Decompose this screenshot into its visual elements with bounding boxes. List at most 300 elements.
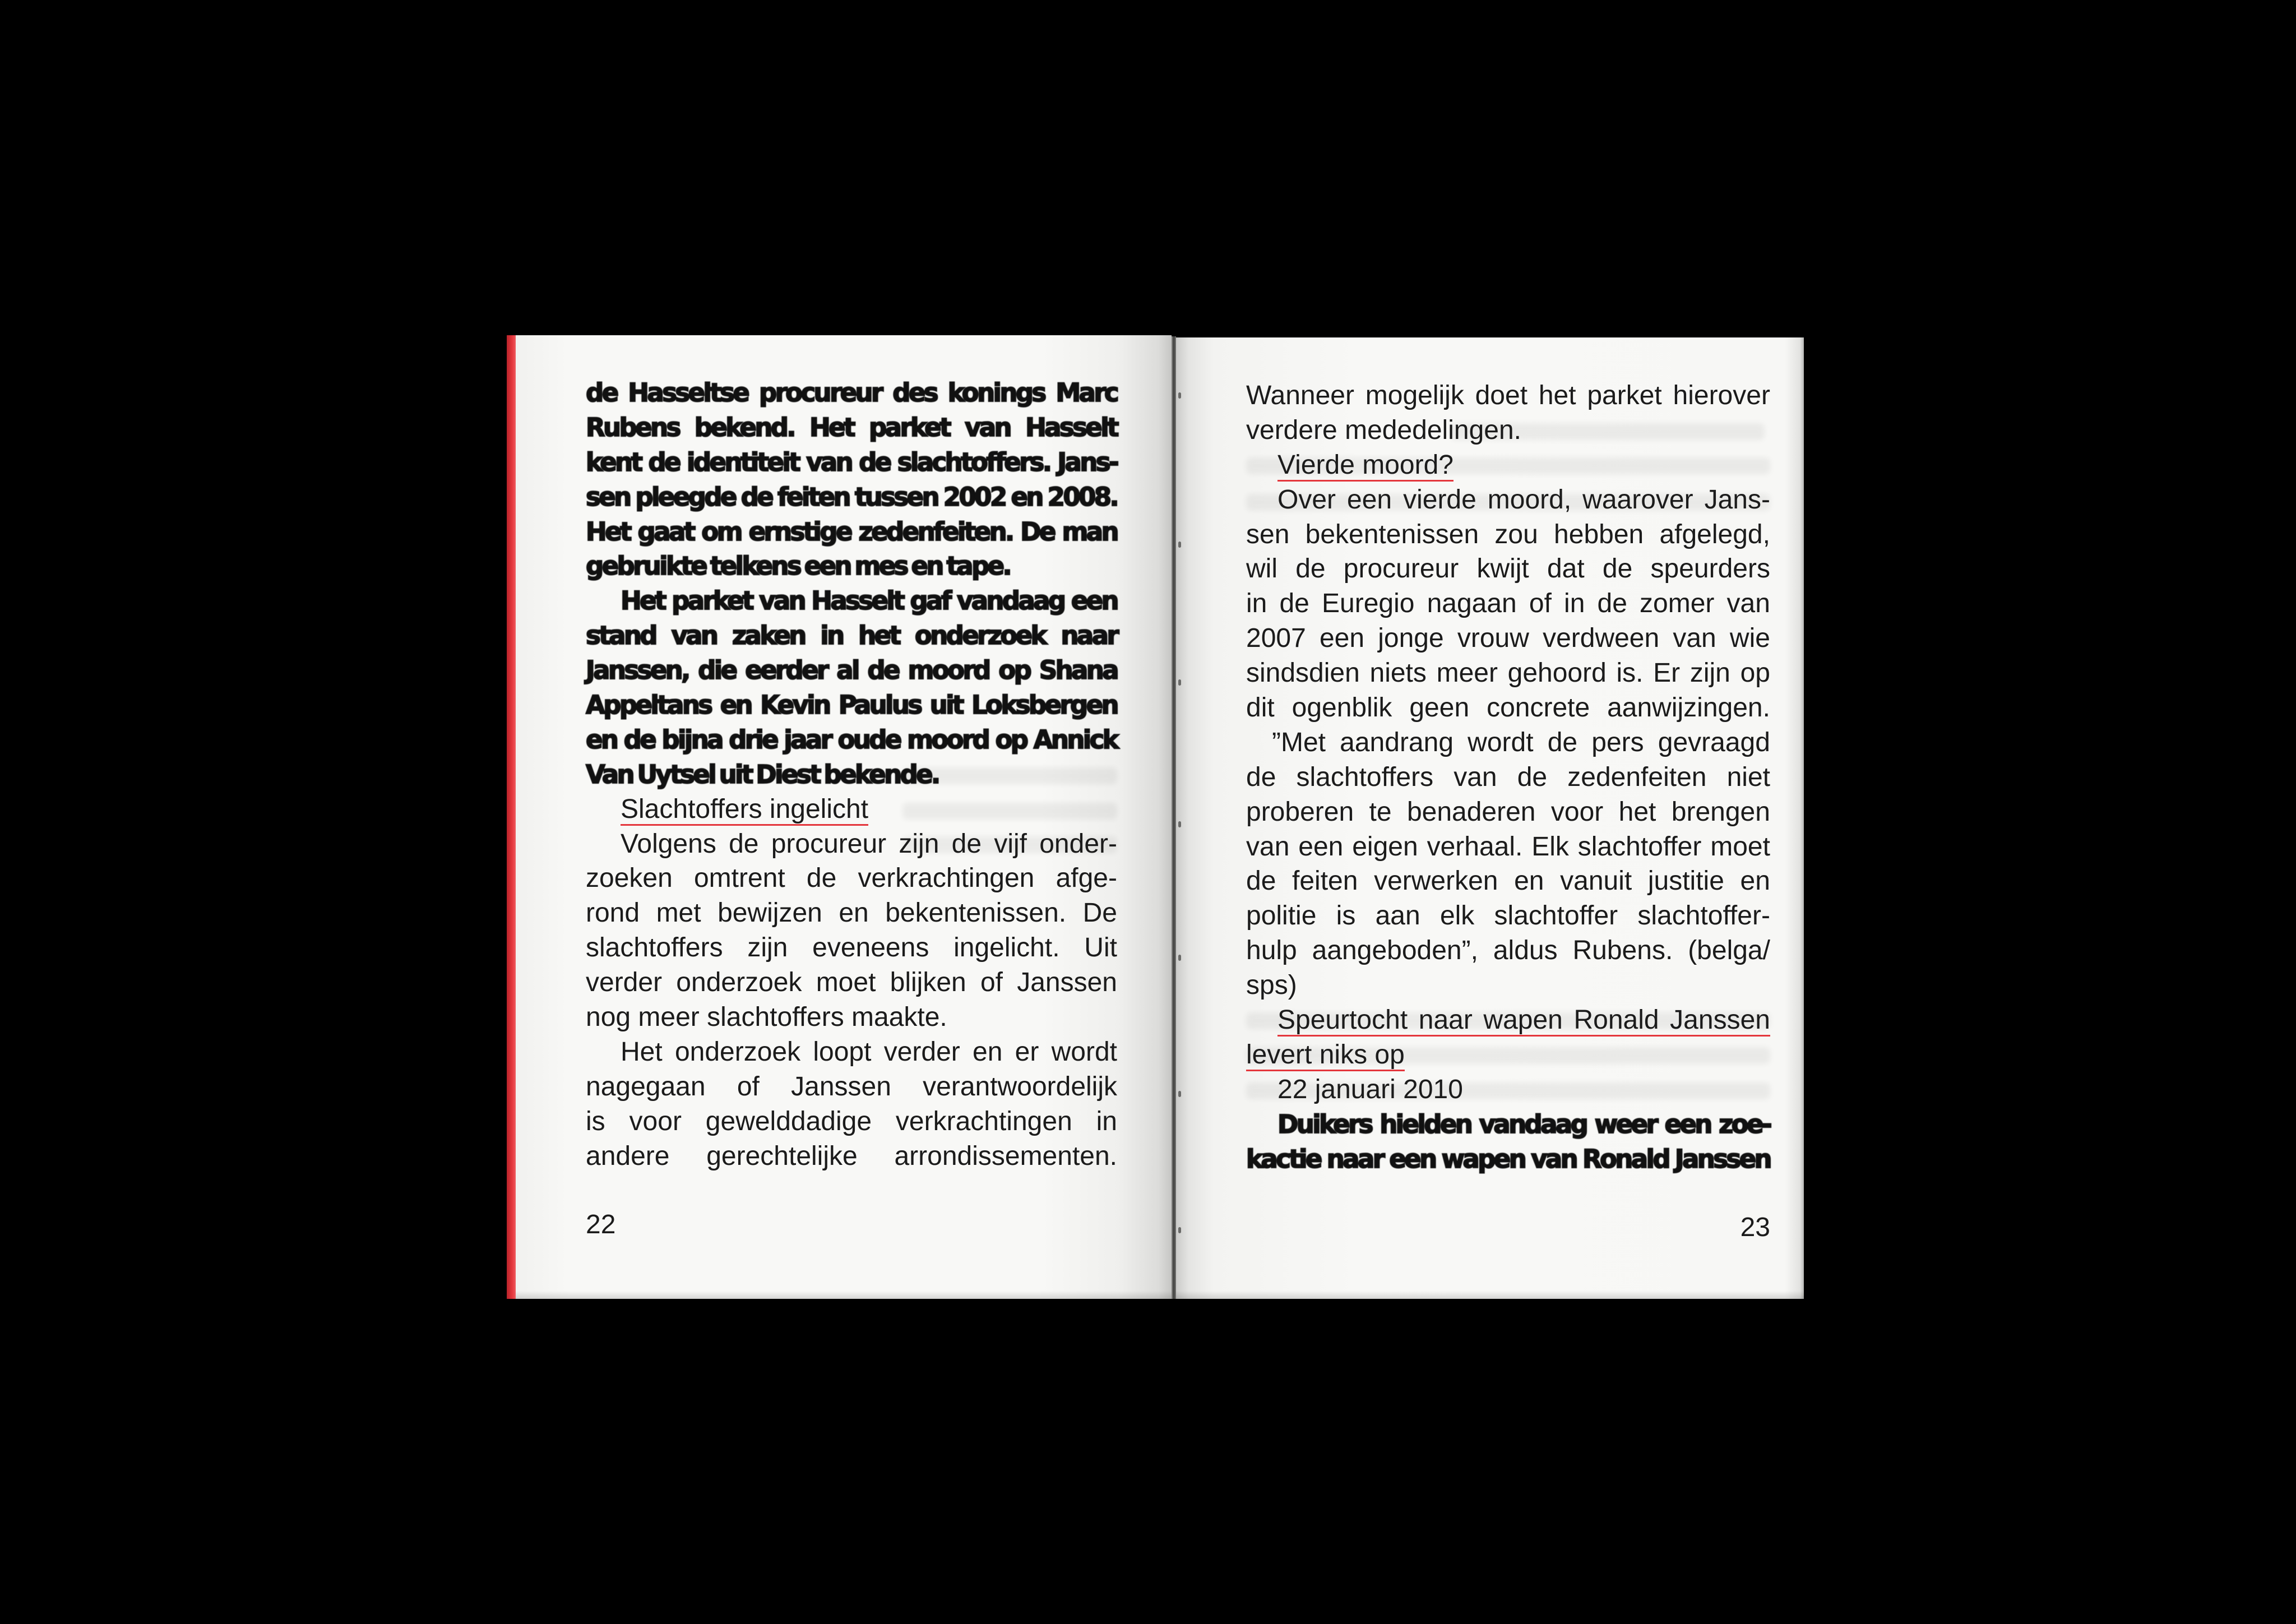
word: ernstige: [748, 516, 851, 547]
text-line: [1246, 899, 1770, 933]
word: identiteit: [687, 447, 799, 477]
text-line: [1277, 1107, 1770, 1142]
word: de: [740, 482, 772, 512]
word: in: [1246, 589, 1267, 619]
body-paragraph: [1246, 483, 1770, 725]
word: Paulus: [838, 690, 921, 720]
word: gaf: [910, 586, 950, 616]
word: waarover: [1582, 484, 1693, 515]
word: Annick: [1033, 724, 1117, 755]
text-line: [586, 653, 1117, 688]
word: de: [1246, 866, 1276, 896]
word: Euregio: [1322, 589, 1415, 619]
word: er: [1015, 1037, 1039, 1067]
word: zijn: [1689, 658, 1730, 688]
word: zedenfeiten.: [858, 516, 1013, 547]
word: sen: [586, 482, 630, 512]
word: politie: [1246, 901, 1317, 931]
text-line: [586, 515, 1117, 549]
word: verwerken: [1374, 866, 1498, 896]
word: De: [1082, 898, 1117, 928]
word: slachtoffer: [1494, 901, 1618, 931]
text-line: [586, 410, 1117, 445]
text-line: gebruikte telkens een mes en tape.: [586, 551, 1011, 581]
word: de: [623, 724, 655, 755]
word: kactie: [1246, 1144, 1321, 1174]
text-line: verdere mededelingen.: [1246, 415, 1521, 445]
word: Janssen,: [586, 655, 689, 686]
word: benaderen: [1406, 797, 1536, 827]
word: Hasselt: [811, 586, 904, 616]
word: aanwijzingen.: [1607, 693, 1770, 723]
word: feiten: [1292, 866, 1358, 896]
word: Janssen: [1670, 1005, 1770, 1035]
word: hebben: [1554, 519, 1644, 549]
word: een: [1389, 1144, 1436, 1174]
text-line: [1246, 552, 1770, 586]
text-line: [1246, 830, 1770, 864]
word: en: [839, 898, 869, 928]
word: dat: [1547, 554, 1585, 584]
word: om: [701, 516, 741, 547]
binding-stitch: [1178, 1227, 1181, 1233]
word: proberen: [1246, 797, 1354, 827]
word: Ronald: [1582, 1144, 1669, 1174]
word: arrondissementen.: [894, 1141, 1117, 1171]
word: verkrachtingen: [858, 863, 1035, 894]
text-line: Van Uytsel uit Diest bekende.: [586, 759, 939, 789]
word: parket: [869, 412, 950, 442]
word: slachtoffer: [1577, 831, 1702, 862]
word: wordt: [1051, 1037, 1117, 1067]
word: slachtoffer-: [1637, 901, 1770, 931]
word: gerechtelijke: [706, 1141, 858, 1171]
dateline: 22 januari 2010: [1277, 1074, 1463, 1104]
text-line: [1246, 760, 1770, 795]
word: in: [820, 621, 843, 651]
word: bijna: [661, 724, 722, 755]
word: Over: [1277, 484, 1336, 515]
word: wapen: [1483, 1005, 1563, 1035]
word: aan: [1375, 901, 1420, 931]
binding-stitch: [1178, 392, 1181, 399]
text-line: [586, 861, 1117, 896]
word: de: [1597, 589, 1627, 619]
word: Janssen: [791, 1071, 891, 1102]
word: slachtoffers: [1296, 762, 1434, 792]
right-text-column: [1246, 378, 1770, 1176]
word: jaar: [784, 724, 831, 755]
word: Volgens: [621, 829, 716, 859]
word: zou: [1494, 519, 1538, 549]
word: afge-: [1056, 863, 1117, 894]
word: blijken: [890, 968, 966, 998]
word: en: [973, 1037, 1003, 1067]
word: op: [998, 655, 1030, 686]
word: Het: [621, 1037, 663, 1067]
page-bottom-shadow: [516, 1291, 1172, 1299]
word: verder: [883, 1037, 960, 1067]
word: niets: [1369, 658, 1427, 688]
word: Rubens: [586, 412, 679, 442]
text-line: nog meer slachtoffers maakte.: [586, 1002, 947, 1033]
left-page: [516, 335, 1172, 1299]
word: Elk: [1531, 831, 1569, 862]
word: sindsdien: [1246, 658, 1360, 688]
word: ”Met: [1272, 727, 1326, 757]
word: zijn: [747, 933, 788, 963]
text-line: sps): [1246, 970, 1297, 1001]
word: een: [1071, 586, 1117, 616]
word: niet: [1726, 762, 1770, 792]
word: pers: [1591, 727, 1644, 757]
word: Janssen: [1017, 968, 1117, 998]
word: Wanneer: [1246, 381, 1354, 410]
word: pleegde: [635, 482, 735, 512]
word: de: [1547, 727, 1578, 757]
page-number: 23: [1740, 1213, 1770, 1242]
word: onderzoek: [676, 968, 802, 998]
word: nagegaan: [586, 1071, 706, 1102]
word: hierover: [1673, 381, 1770, 410]
text-line: [586, 1139, 1117, 1174]
text-line: [1246, 1142, 1770, 1177]
word: 2008.: [1047, 482, 1117, 512]
word: Marc: [1056, 378, 1117, 408]
word: al: [836, 655, 858, 686]
word: en: [586, 724, 617, 755]
word: en: [1514, 866, 1544, 896]
word: de: [859, 447, 890, 477]
word: het: [1618, 797, 1656, 827]
word: meer: [1436, 658, 1498, 688]
word: uit: [929, 690, 962, 720]
text-line: [586, 618, 1117, 653]
word: aangeboden”,: [1312, 936, 1478, 966]
word: in: [1096, 1106, 1117, 1136]
book-spine: [1172, 336, 1176, 1299]
word: de: [648, 447, 679, 477]
bold-paragraph: [1246, 1107, 1770, 1177]
word: van: [671, 621, 717, 651]
word: kent: [586, 447, 641, 477]
word: vandaag: [1479, 1109, 1587, 1139]
body-paragraph: [586, 1035, 1117, 1174]
word: de: [1517, 762, 1548, 792]
word: aldus: [1493, 936, 1558, 966]
text-line: [1246, 586, 1770, 621]
word: ogenblik: [1292, 693, 1392, 723]
word: van: [1531, 1144, 1577, 1174]
text-line: [586, 965, 1117, 1000]
word: onderzoek: [914, 621, 1045, 651]
word: tussen: [854, 482, 938, 512]
text-line: [1277, 1003, 1770, 1038]
word: wapen: [1441, 1144, 1525, 1174]
word: eveneens: [812, 933, 929, 963]
word: bewijzen: [718, 898, 822, 928]
word: weer: [1594, 1109, 1657, 1139]
word: en: [720, 690, 751, 720]
word: vanuit: [1560, 866, 1632, 896]
word: verder: [586, 968, 663, 998]
word: onder-: [1039, 829, 1117, 859]
word: wordt: [1468, 727, 1534, 757]
word: of: [1529, 589, 1552, 619]
text-line: [586, 723, 1117, 757]
word: voor: [1550, 797, 1604, 827]
word: Er: [1653, 658, 1681, 688]
word: verdween: [1543, 623, 1660, 654]
word: ingelicht.: [953, 933, 1060, 963]
word: hulp: [1246, 936, 1297, 966]
word: in: [1564, 589, 1585, 619]
word: Jans-: [1057, 447, 1117, 477]
word: drie: [729, 724, 777, 755]
word: parket: [1587, 381, 1662, 410]
binding-stitch: [1178, 1091, 1181, 1097]
text-line: [586, 1070, 1117, 1104]
word: is.: [1616, 658, 1644, 688]
text-line: [1246, 621, 1770, 656]
word: man: [1062, 516, 1117, 547]
word: Duikers: [1277, 1109, 1372, 1139]
word: Het: [621, 586, 665, 616]
word: de: [729, 829, 759, 859]
word: het: [858, 621, 900, 651]
word: van: [965, 412, 1010, 442]
word: de: [1602, 554, 1633, 584]
word: Jans-: [1704, 484, 1770, 515]
text-line: [586, 1104, 1117, 1139]
word: van: [759, 586, 805, 616]
word: is: [1336, 901, 1356, 931]
word: een: [1319, 623, 1365, 654]
open-book: [507, 335, 1804, 1299]
text-line: [1246, 517, 1770, 552]
binding-stitch: [1178, 955, 1181, 961]
text-line: [1272, 725, 1770, 760]
left-text-column: [586, 376, 1117, 1173]
word: die: [698, 655, 736, 686]
word: concrete: [1487, 693, 1590, 723]
word: bekentenissen: [1305, 519, 1479, 549]
body-paragraph: [1246, 725, 1770, 1003]
word: een: [1664, 1109, 1711, 1139]
word: Het: [809, 412, 854, 442]
word: zoe-: [1719, 1109, 1770, 1139]
word: de: [806, 863, 837, 894]
word: verantwoordelijk: [923, 1071, 1117, 1102]
word: Shana: [1039, 655, 1117, 686]
word: doet: [1475, 381, 1528, 410]
word: vijf: [994, 829, 1027, 859]
word: gevraagd: [1658, 727, 1770, 757]
word: gehoord: [1507, 658, 1607, 688]
word: dit: [1246, 693, 1275, 723]
text-line: [586, 445, 1117, 480]
word: elk: [1439, 901, 1475, 931]
word: brengen: [1671, 797, 1770, 827]
word: geen: [1409, 693, 1470, 723]
word: is: [586, 1106, 605, 1136]
word: sen: [1246, 519, 1290, 549]
word: wie: [1729, 623, 1770, 654]
word: andere: [586, 1141, 670, 1171]
word: bekend.: [694, 412, 794, 442]
word: de: [586, 378, 617, 408]
word: Hasselt: [1025, 412, 1117, 442]
word: moet: [1710, 831, 1770, 862]
text-line: [1246, 691, 1770, 725]
word: slachtoffers: [586, 933, 723, 963]
word: stand: [586, 621, 656, 651]
word: oude: [837, 724, 900, 755]
binding-stitch: [1178, 821, 1181, 827]
bold-paragraph: [586, 376, 1117, 584]
word: en: [1011, 482, 1042, 512]
word: of: [737, 1071, 760, 1102]
word: mogelijk: [1365, 381, 1464, 410]
right-page: [1176, 337, 1804, 1299]
word: moord,: [1487, 484, 1572, 515]
text-line: [1246, 795, 1770, 830]
word: gewelddadige: [705, 1106, 872, 1136]
text-line: [1246, 864, 1770, 899]
word: op: [995, 724, 1027, 755]
word: een: [1298, 831, 1344, 862]
word: eigen: [1352, 831, 1418, 862]
word: van: [1246, 831, 1290, 862]
red-page-edge: [507, 335, 516, 1299]
word: aandrang: [1340, 727, 1454, 757]
word: Kevin: [760, 690, 830, 720]
word: Loksbergen: [971, 690, 1117, 720]
word: en: [1740, 866, 1770, 896]
word: met: [656, 898, 701, 928]
text-line: levert niks op: [1246, 1038, 1405, 1072]
word: Speurtocht: [1277, 1005, 1408, 1035]
body-paragraph: [1246, 378, 1770, 448]
section-heading: Vierde moord?: [1277, 448, 1453, 483]
word: Ronald: [1573, 1005, 1659, 1035]
word: van: [1726, 589, 1770, 619]
word: de: [1279, 589, 1309, 619]
word: vrouw: [1457, 623, 1529, 654]
word: van: [1453, 762, 1497, 792]
word: De: [1020, 516, 1054, 547]
word: de: [1295, 554, 1326, 584]
text-line: [1246, 656, 1770, 691]
word: vierde: [1403, 484, 1476, 515]
binding-stitch: [1178, 542, 1181, 548]
word: onderzoek: [674, 1037, 801, 1067]
bold-paragraph: [586, 584, 1117, 792]
word: zomer: [1640, 589, 1715, 619]
word: de: [951, 829, 982, 859]
body-paragraph: [586, 827, 1117, 1035]
word: nagaan: [1427, 589, 1517, 619]
word: voor: [629, 1106, 682, 1136]
word: of: [980, 968, 1003, 998]
word: naar: [1326, 1144, 1383, 1174]
word: een: [1347, 484, 1392, 515]
word: feiten: [777, 482, 849, 512]
word: zoeken: [586, 863, 673, 894]
word: omtrent: [693, 863, 785, 894]
text-line: [621, 827, 1117, 862]
word: justitie: [1647, 866, 1724, 896]
word: afgelegd,: [1659, 519, 1770, 549]
word: slachtoffers.: [897, 447, 1050, 477]
text-line: [586, 376, 1117, 410]
text-line: [621, 1035, 1117, 1070]
word: parket: [672, 586, 752, 616]
text-line: [586, 931, 1117, 965]
word: jonge: [1378, 623, 1444, 654]
word: van: [1673, 623, 1716, 654]
text-line: [586, 688, 1117, 723]
word: Appeltans: [586, 690, 711, 720]
text-line: [586, 896, 1117, 931]
word: Hasseltse: [628, 378, 748, 408]
word: verhaal.: [1427, 831, 1523, 862]
word: eerder: [745, 655, 827, 686]
section-heading: Slachtoffers ingelicht: [621, 792, 868, 827]
word: speurders: [1650, 554, 1770, 584]
word: wil: [1246, 554, 1277, 584]
word: te: [1369, 797, 1392, 827]
word: naar: [1418, 1005, 1473, 1035]
word: vandaag: [956, 586, 1064, 616]
text-line: [621, 584, 1117, 618]
word: bekentenissen.: [885, 898, 1067, 928]
word: op: [1740, 658, 1770, 688]
word: procureur: [771, 829, 887, 859]
word: loopt: [813, 1037, 872, 1067]
word: de: [1246, 762, 1276, 792]
word: moet: [816, 968, 876, 998]
word: moord: [907, 724, 989, 755]
text-line: [1246, 933, 1770, 968]
word: zedenfeiten: [1567, 762, 1707, 792]
word: verkrachtingen: [895, 1106, 1072, 1136]
word: gaat: [637, 516, 694, 547]
word: procureur: [1343, 554, 1459, 584]
word: zaken: [732, 621, 805, 651]
word: zijn: [899, 829, 939, 859]
text-line: [1246, 378, 1770, 413]
word: kwijt: [1476, 554, 1529, 584]
word: 2007: [1246, 623, 1306, 654]
word: naar: [1061, 621, 1117, 651]
word: 2002: [943, 482, 1006, 512]
word: Uit: [1084, 933, 1117, 963]
word: des: [892, 378, 937, 408]
word: Rubens.: [1572, 936, 1673, 966]
page-number: 22: [586, 1210, 616, 1239]
word: rond: [586, 898, 640, 928]
word: de: [867, 655, 899, 686]
word: konings: [947, 378, 1045, 408]
page-bottom-shadow: [1176, 1291, 1804, 1299]
word: moord: [908, 655, 989, 686]
word: procureur: [758, 378, 882, 408]
word: van: [806, 447, 852, 477]
binding-stitch: [1178, 679, 1181, 686]
word: (belga/: [1688, 936, 1770, 966]
word: het: [1538, 381, 1576, 410]
